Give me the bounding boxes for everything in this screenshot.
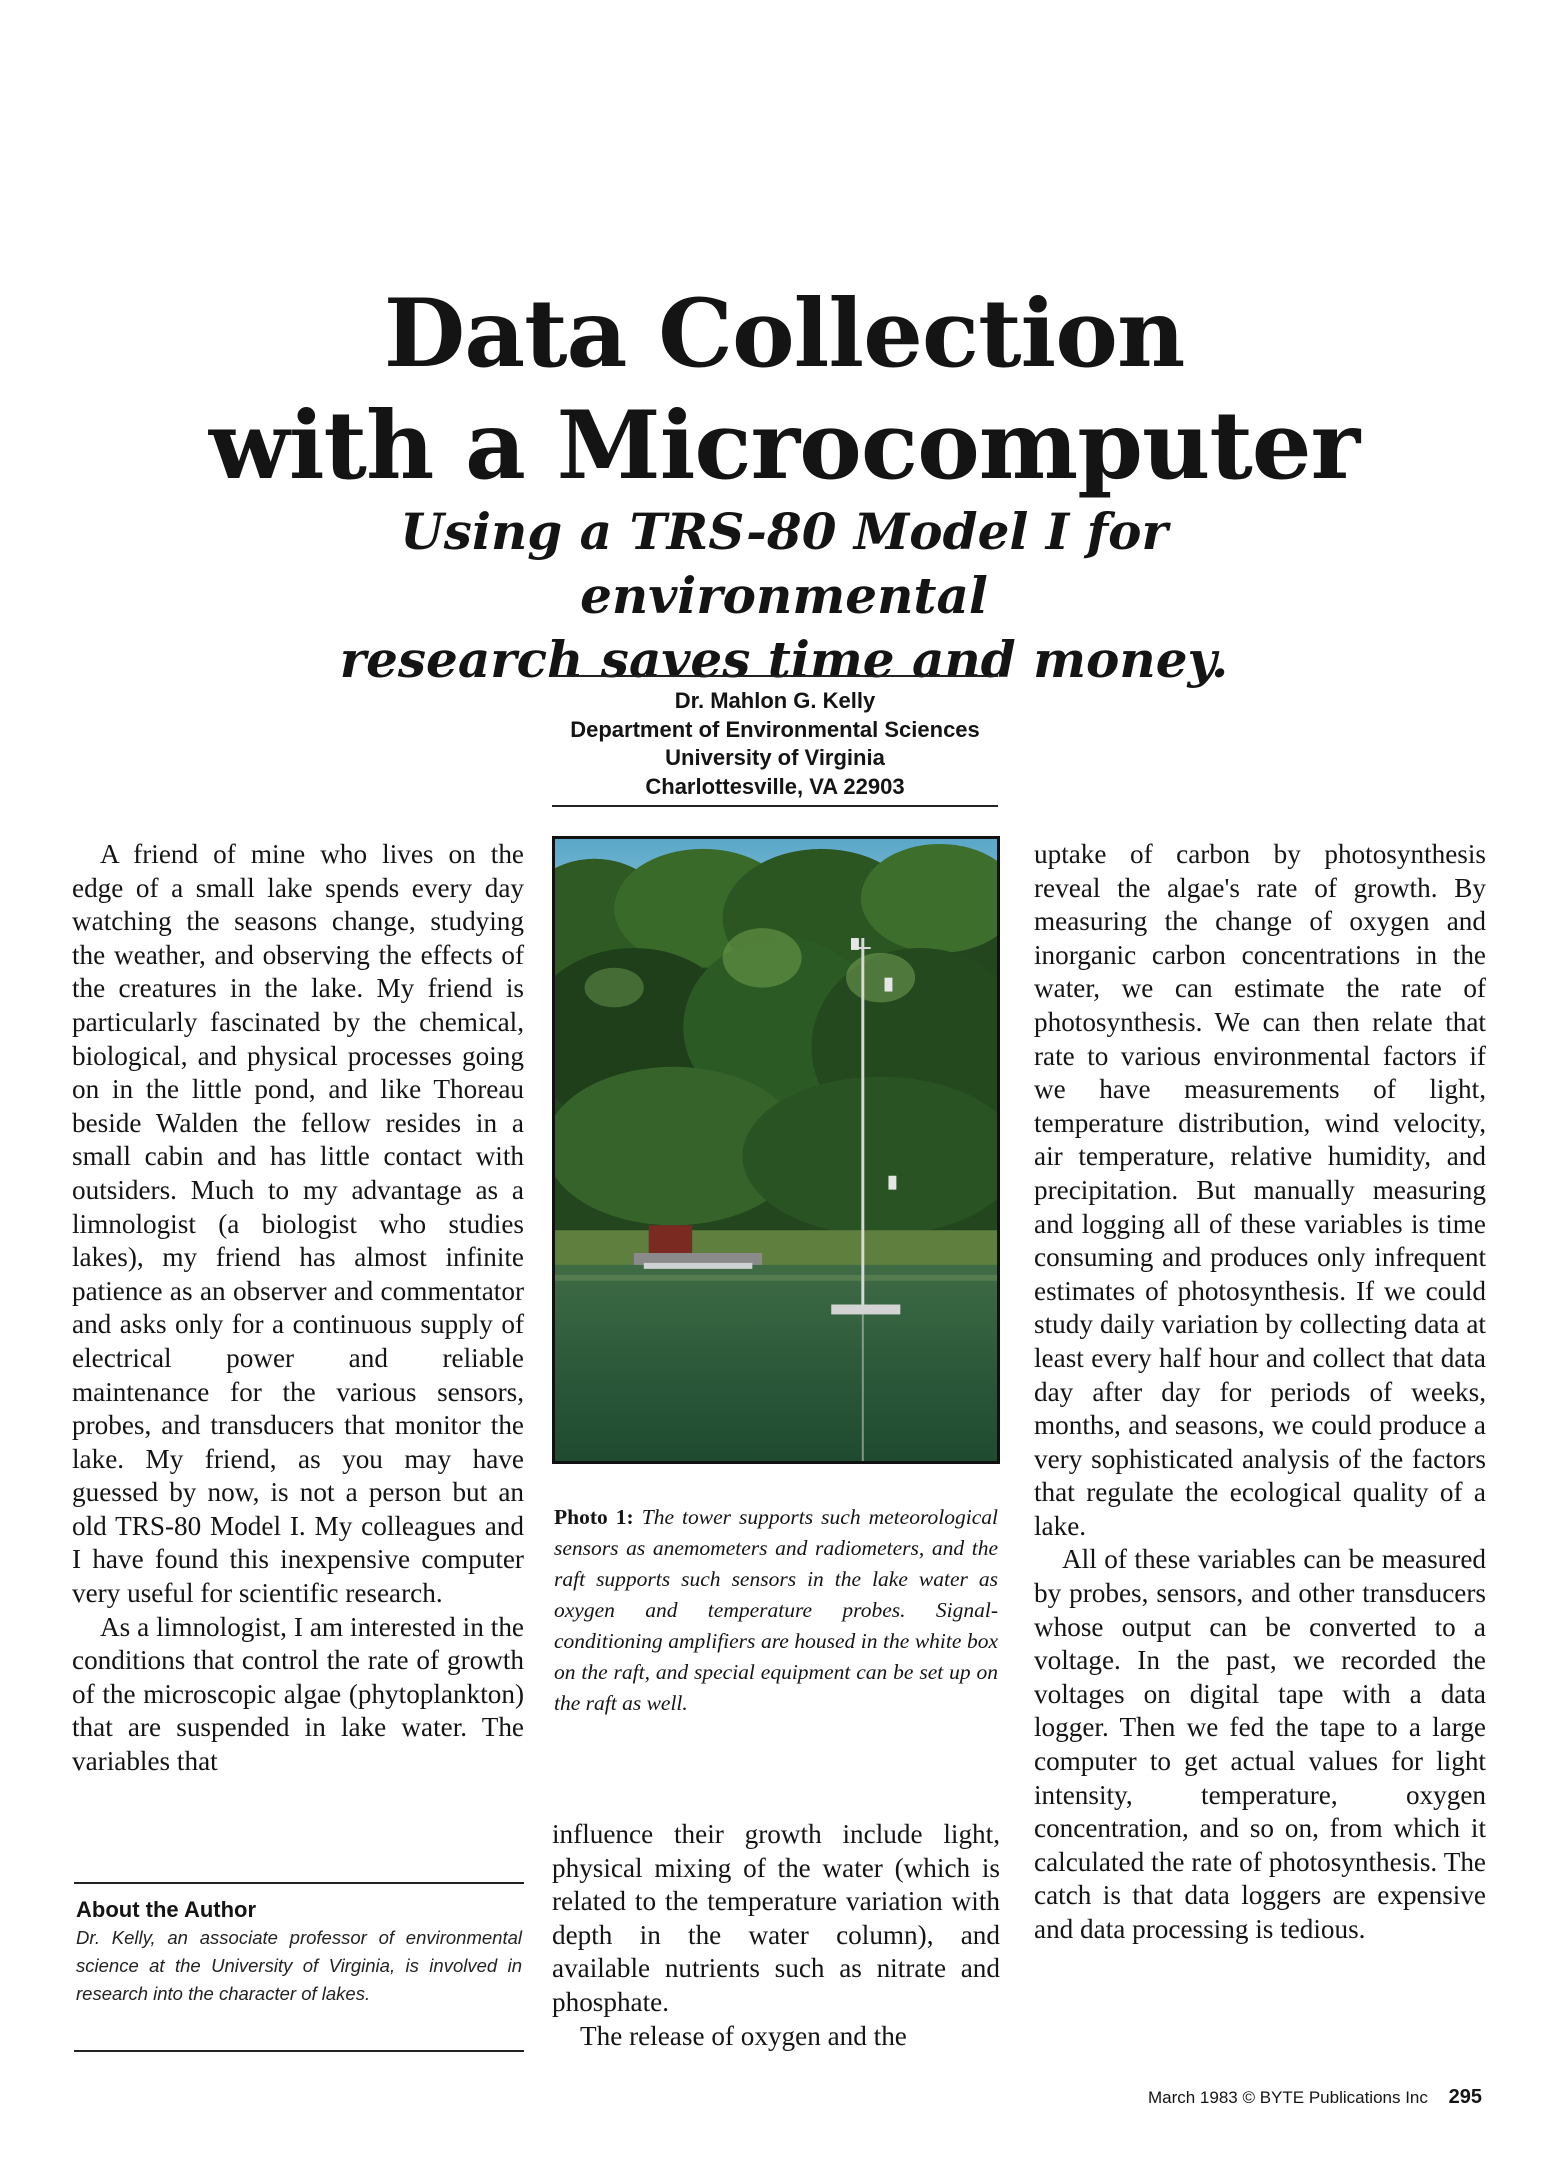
article-title [160, 278, 1408, 502]
page-number: 295 [1448, 2086, 1482, 2108]
subtitle-line-1: Using a TRS-80 Model I for environmental [400, 502, 1168, 625]
title-line-2: with a Microcomputer [208, 391, 1360, 501]
subtitle-line-2: research saves time and money. [339, 630, 1229, 689]
author-byline [552, 675, 998, 807]
author-university: University of Virginia [665, 745, 885, 770]
paragraph: The release of oxygen and the [580, 2020, 907, 2051]
body-column-2 [552, 1818, 1000, 2053]
issue-line: March 1983 © BYTE Publications Inc [1147, 2088, 1428, 2107]
lake-photo [552, 836, 1000, 1464]
photo-caption [554, 1502, 998, 1719]
about-heading: About the Author [76, 1897, 257, 1922]
article-subtitle [200, 500, 1368, 692]
author-name: Dr. Mahlon G. Kelly [674, 688, 876, 713]
page-footer [1148, 2086, 1482, 2109]
body-column-1 [72, 838, 524, 1779]
paragraph: All of these variables can be measured by probes, sensors, and other transducers whose output can be converted to a voltage. In the past, we recorded the voltages on digital tape with a data logger. Then we fed the tape to a large computer to get actual values for light intensity, temperature, oxygen concentration, and so on, from which it calculated the rate of photosynthesis. The catch is that data loggers are expensive and data processing is tedious. [1034, 1544, 1486, 1944]
title-line-1: Data Collection [383, 279, 1185, 389]
about-the-author [74, 1882, 524, 2052]
author-department: Department of Environmental Sciences [570, 716, 980, 742]
paragraph: uptake of carbon by photosynthesis reveal the algae's rate of growth. By measuring the change of oxygen and inorganic carbon concentrations in the water, we can estimate the rate of photosynthesis. We can then relate that rate to various environmental factors if we have measurements of light, temperature distribution, wind velocity, air temperature, relative humidity, and precipitation. But manually measuring and logging all of these variables is time consuming and produces only infrequent estimates of photosynthesis. If we could study daily variation by collecting data at least every half hour and collect that data day after day for periods of weeks, months, and seasons, we could produce a very sophisticated analysis of the factors that regulate the ecological quality of a lake. [1034, 839, 1486, 1541]
paragraph: influence their growth include light, physical mixing of the water (which is related to the temperature variation with depth in the water column), and available nutrients such as nitrate and phosphate. [552, 1819, 1000, 2017]
caption-label: Photo 1: [554, 1505, 634, 1529]
author-address: Charlottesville, VA 22903 [645, 773, 905, 799]
paragraph: As a limnologist, I am interested in the conditions that control the rate of growth of the microscopic algae (phytoplankton) that are suspended in lake water. The variables that [72, 1611, 524, 1777]
lake-tower-raft-image [555, 839, 997, 1461]
about-text: Dr. Kelly, an associate professor of environmental science at the University of Virginia, is involved in research into the character of lakes. [76, 1927, 522, 2004]
paragraph: A friend of mine who lives on the edge of a small lake spends every day watching the seasons change, studying the weather, and observing the effects of the creatures in the lake. My friend is particularly fascinated by the chemical, biological, and physical processes going on in the little pond, and like Thoreau beside Walden the fellow resides in a small cabin and has little contact with outsiders. Much to my advantage as a limnologist (a biologist who studies lakes), my friend has almost infinite patience as an observer and commentator and asks only for a continuous supply of electrical power and reliable maintenance for the various sensors, probes, and transducers that monitor the lake. My friend, as you may have guessed by now, is not a person but an old TRS-80 Model I. My colleagues and I have found this inexpensive computer very useful for scientific research. [72, 839, 524, 1609]
caption-text: The tower supports such meteorological sensors as anemometers and radiometers, and the raft supports such sensors in the lake water as oxygen and temperature probes. Signal-conditioning amplifiers are housed in the white box on the raft, and special equipment can be set up on the raft as well. [554, 1505, 998, 1715]
body-column-3 [1034, 838, 1486, 1947]
